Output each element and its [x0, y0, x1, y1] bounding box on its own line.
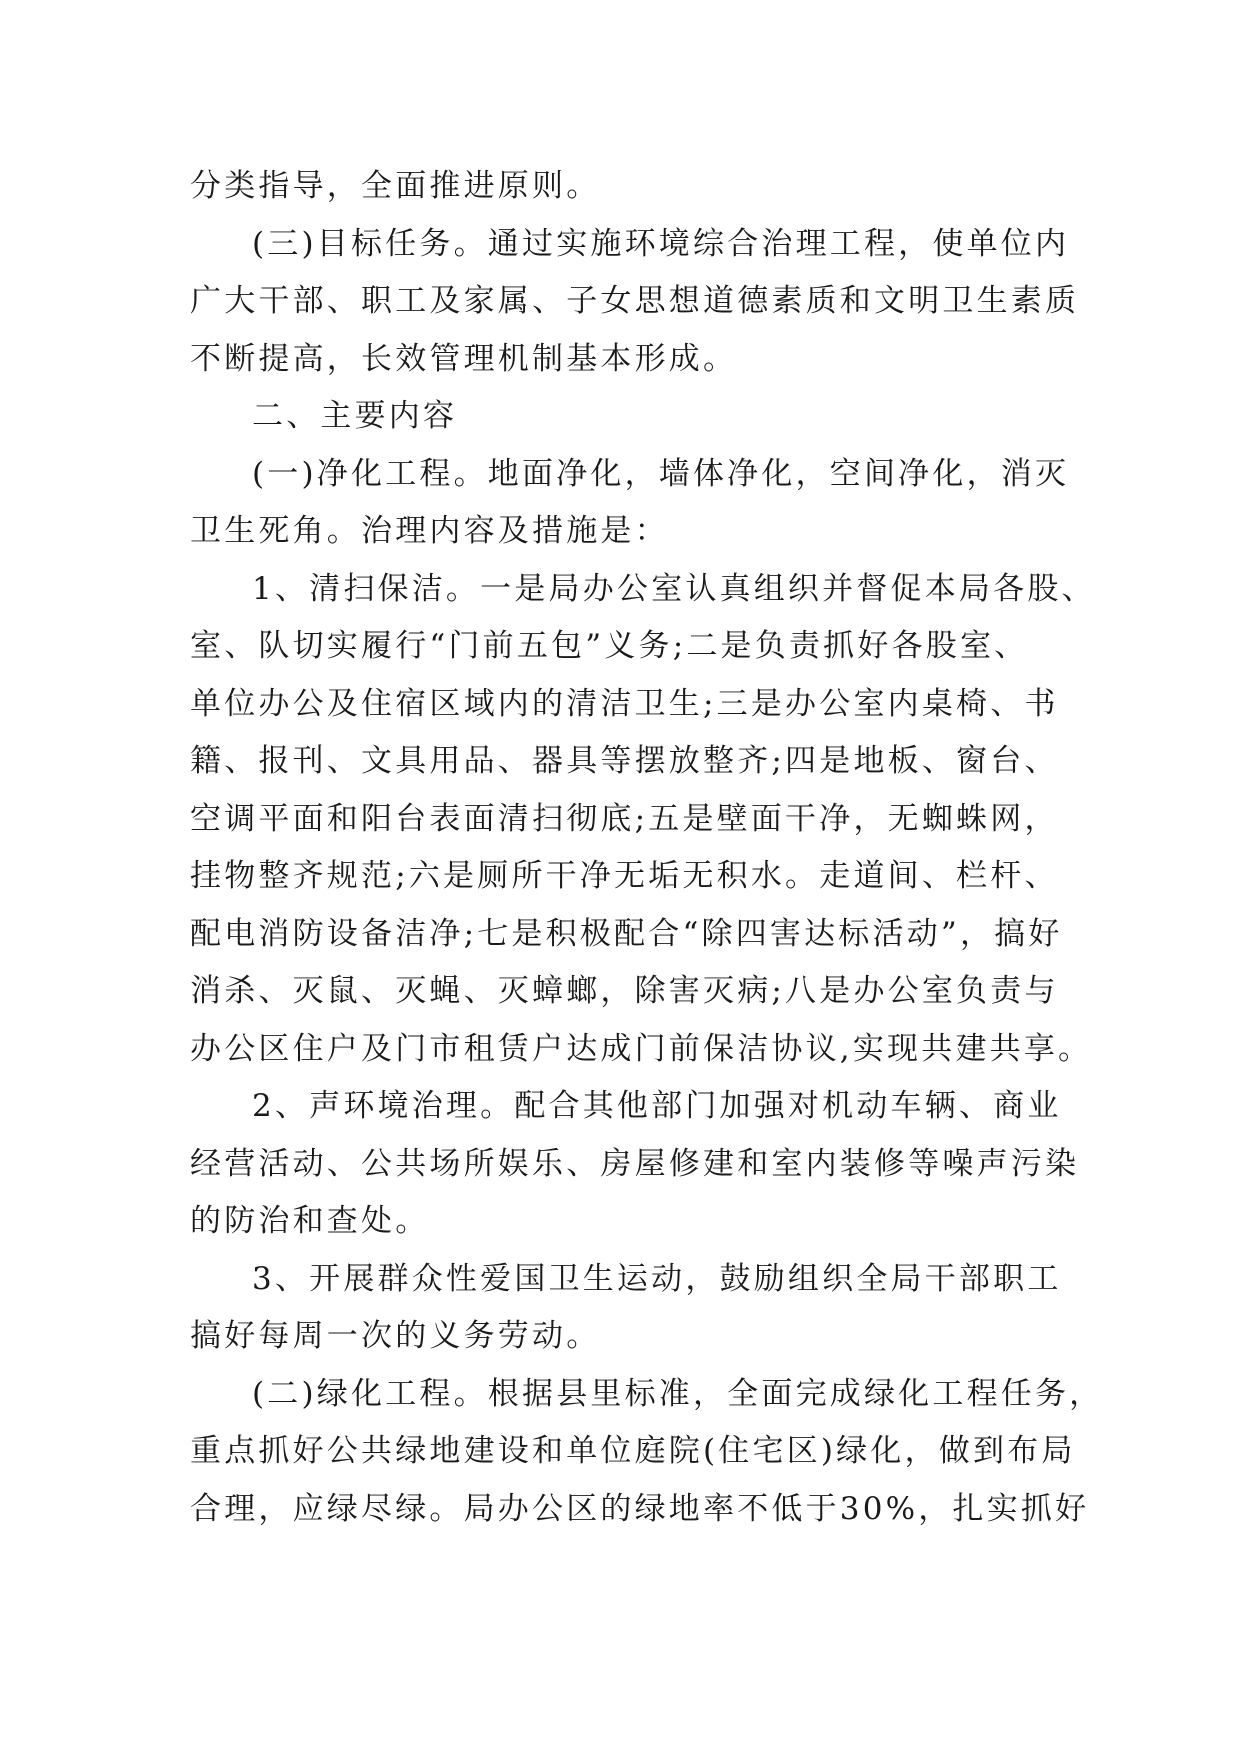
text-line: 搞好每周一次的义务劳动。 [190, 1318, 601, 1354]
text-line: 挂物整齐规范;六是厕所干净无垢无积水。走道间、栏杆、 [190, 858, 1059, 894]
text-line: 卫生死角。治理内容及措施是： [190, 513, 669, 549]
text-line: 空调平面和阳台表面清扫彻底;五是壁面干净，无蜘蛛网， [190, 800, 1059, 837]
text-line: 1、清扫保洁。一是局办公室认真组织并督促本局各股、 [252, 570, 1096, 607]
text-line: 办公区住户及门市租赁户达成门前保洁协议,实现共建共享。 [190, 1030, 1093, 1067]
text-line: 经营活动、公共场所娱乐、房屋修建和室内装修等噪声污染 [190, 1145, 1080, 1182]
text-line: (三)目标任务。通过实施环境综合治理工程，使单位内 [252, 225, 1070, 262]
text-line: 的防治和查处。 [190, 1203, 430, 1239]
text-line: 配电消防设备洁净;七是积极配合“除四害达标活动”，搞好 [190, 915, 1063, 952]
text-line: 消杀、灭鼠、灭蝇、灭蟑螂，除害灭病;八是办公室负责与 [190, 973, 1059, 1009]
text-line: 单位办公及住宿区域内的清洁卫生;三是办公室内桌椅、书 [190, 685, 1059, 722]
text-line: 室、队切实履行“门前五包”义务;二是负责抓好各股室、 [190, 628, 1029, 664]
text-line: (二)绿化工程。根据县里标准，全面完成绿化工程任务， [252, 1375, 1104, 1412]
text-line: 2、声环境治理。配合其他部门加强对机动车辆、商业 [252, 1088, 1062, 1124]
text-line: 分类指导，全面推进原则。 [190, 168, 601, 204]
text-line: 不断提高，长效管理机制基本形成。 [190, 340, 738, 377]
text-line: 合理，应绿尽绿。局办公区的绿地率不低于30%，扎实抓好 [190, 1490, 1090, 1527]
text-line: (一)净化工程。地面净化，墙体净化，空间净化，消灭 [252, 455, 1070, 492]
text-line: 籍、报刊、文具用品、器具等摆放整齐;四是地板、窗台、 [190, 743, 1059, 779]
text-line: 广大干部、职工及家属、子女思想道德素质和文明卫生素质 [190, 283, 1080, 319]
text-line: 重点抓好公共绿地建设和单位庭院(住宅区)绿化，做到布局 [190, 1433, 1076, 1469]
text-line: 3、开展群众性爱国卫生运动，鼓励组织全局干部职工 [252, 1260, 1062, 1297]
document-body [190, 158, 1104, 1538]
section-heading: 二、主要内容 [252, 398, 458, 434]
